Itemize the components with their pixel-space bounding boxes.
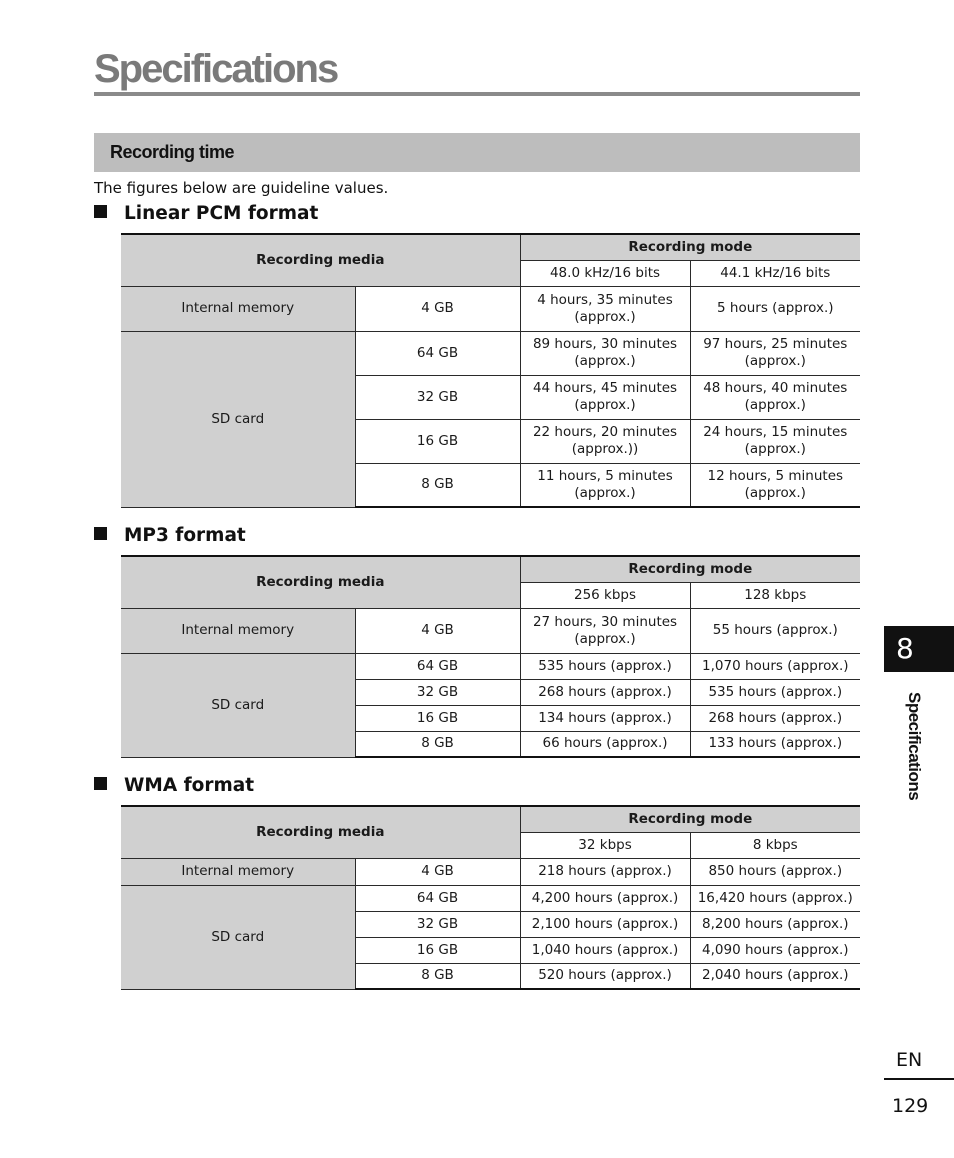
mode-column-2: 44.1 kHz/16 bits	[690, 260, 860, 286]
language-label: EN	[896, 1049, 923, 1071]
time-cell: 48 hours, 40 minutes (approx.)	[690, 375, 860, 419]
time-cell: 133 hours (approx.)	[690, 731, 860, 757]
internal-memory-label: Internal memory	[121, 286, 355, 331]
linear-pcm-heading	[94, 202, 318, 226]
capacity-cell: 32 GB	[355, 679, 520, 705]
wma-table	[121, 805, 860, 990]
footer-rule	[884, 1078, 954, 1080]
sd-card-label: SD card	[121, 885, 355, 989]
time-cell: 535 hours (approx.)	[520, 653, 690, 679]
linear-pcm-table	[121, 233, 860, 508]
mode-header: Recording mode	[520, 556, 860, 582]
internal-memory-label: Internal memory	[121, 858, 355, 885]
mode-column-2: 128 kbps	[690, 582, 860, 608]
time-cell: 535 hours (approx.)	[690, 679, 860, 705]
capacity-cell: 4 GB	[355, 858, 520, 885]
time-cell: 520 hours (approx.)	[520, 963, 690, 989]
time-cell: 11 hours, 5 minutes (approx.)	[520, 463, 690, 507]
time-cell: 268 hours (approx.)	[690, 705, 860, 731]
intro-text: The figures below are guideline values.	[94, 179, 389, 197]
mode-column-1: 32 kbps	[520, 832, 690, 858]
title-underline	[94, 92, 860, 96]
capacity-cell: 64 GB	[355, 885, 520, 911]
linear-pcm-heading-label: Linear PCM format	[124, 203, 319, 224]
page-title: Specifications	[94, 47, 338, 91]
time-cell: 850 hours (approx.)	[690, 858, 860, 885]
mp3-table	[121, 555, 860, 758]
time-cell: 89 hours, 30 minutes (approx.)	[520, 331, 690, 375]
capacity-cell: 16 GB	[355, 937, 520, 963]
time-cell: 5 hours (approx.)	[690, 286, 860, 331]
capacity-cell: 4 GB	[355, 286, 520, 331]
time-cell: 2,100 hours (approx.)	[520, 911, 690, 937]
square-bullet-icon	[94, 205, 107, 218]
capacity-cell: 4 GB	[355, 608, 520, 653]
internal-memory-label: Internal memory	[121, 608, 355, 653]
mode-column-1: 48.0 kHz/16 bits	[520, 260, 690, 286]
time-cell: 97 hours, 25 minutes (approx.)	[690, 331, 860, 375]
page-number: 129	[892, 1095, 929, 1117]
time-cell: 268 hours (approx.)	[520, 679, 690, 705]
capacity-cell: 8 GB	[355, 963, 520, 989]
sd-card-label: SD card	[121, 653, 355, 757]
mode-column-2: 8 kbps	[690, 832, 860, 858]
section-heading: Recording time	[94, 133, 860, 172]
time-cell: 44 hours, 45 minutes (approx.)	[520, 375, 690, 419]
capacity-cell: 64 GB	[355, 331, 520, 375]
time-cell: 12 hours, 5 minutes (approx.)	[690, 463, 860, 507]
mode-column-1: 256 kbps	[520, 582, 690, 608]
time-cell: 4 hours, 35 minutes (approx.)	[520, 286, 690, 331]
square-bullet-icon	[94, 777, 107, 790]
time-cell: 27 hours, 30 minutes (approx.)	[520, 608, 690, 653]
media-header: Recording media	[121, 806, 520, 858]
mp3-heading-label: MP3 format	[124, 525, 246, 546]
media-header: Recording media	[121, 556, 520, 608]
time-cell: 16,420 hours (approx.)	[690, 885, 860, 911]
wma-heading-label: WMA format	[124, 775, 255, 796]
time-cell: 22 hours, 20 minutes (approx.))	[520, 419, 690, 463]
time-cell: 66 hours (approx.)	[520, 731, 690, 757]
capacity-cell: 64 GB	[355, 653, 520, 679]
time-cell: 134 hours (approx.)	[520, 705, 690, 731]
time-cell: 2,040 hours (approx.)	[690, 963, 860, 989]
chapter-side-label: Specifications	[905, 692, 924, 801]
media-header: Recording media	[121, 234, 520, 286]
capacity-cell: 8 GB	[355, 731, 520, 757]
sd-card-label: SD card	[121, 331, 355, 507]
time-cell: 1,040 hours (approx.)	[520, 937, 690, 963]
time-cell: 24 hours, 15 minutes (approx.)	[690, 419, 860, 463]
square-bullet-icon	[94, 527, 107, 540]
capacity-cell: 32 GB	[355, 911, 520, 937]
time-cell: 218 hours (approx.)	[520, 858, 690, 885]
time-cell: 4,200 hours (approx.)	[520, 885, 690, 911]
mode-header: Recording mode	[520, 234, 860, 260]
capacity-cell: 16 GB	[355, 705, 520, 731]
time-cell: 4,090 hours (approx.)	[690, 937, 860, 963]
capacity-cell: 8 GB	[355, 463, 520, 507]
mp3-heading	[94, 524, 246, 548]
time-cell: 1,070 hours (approx.)	[690, 653, 860, 679]
wma-heading	[94, 774, 254, 798]
capacity-cell: 16 GB	[355, 419, 520, 463]
mode-header: Recording mode	[520, 806, 860, 832]
capacity-cell: 32 GB	[355, 375, 520, 419]
time-cell: 8,200 hours (approx.)	[690, 911, 860, 937]
time-cell: 55 hours (approx.)	[690, 608, 860, 653]
chapter-tab: 8	[884, 626, 954, 672]
